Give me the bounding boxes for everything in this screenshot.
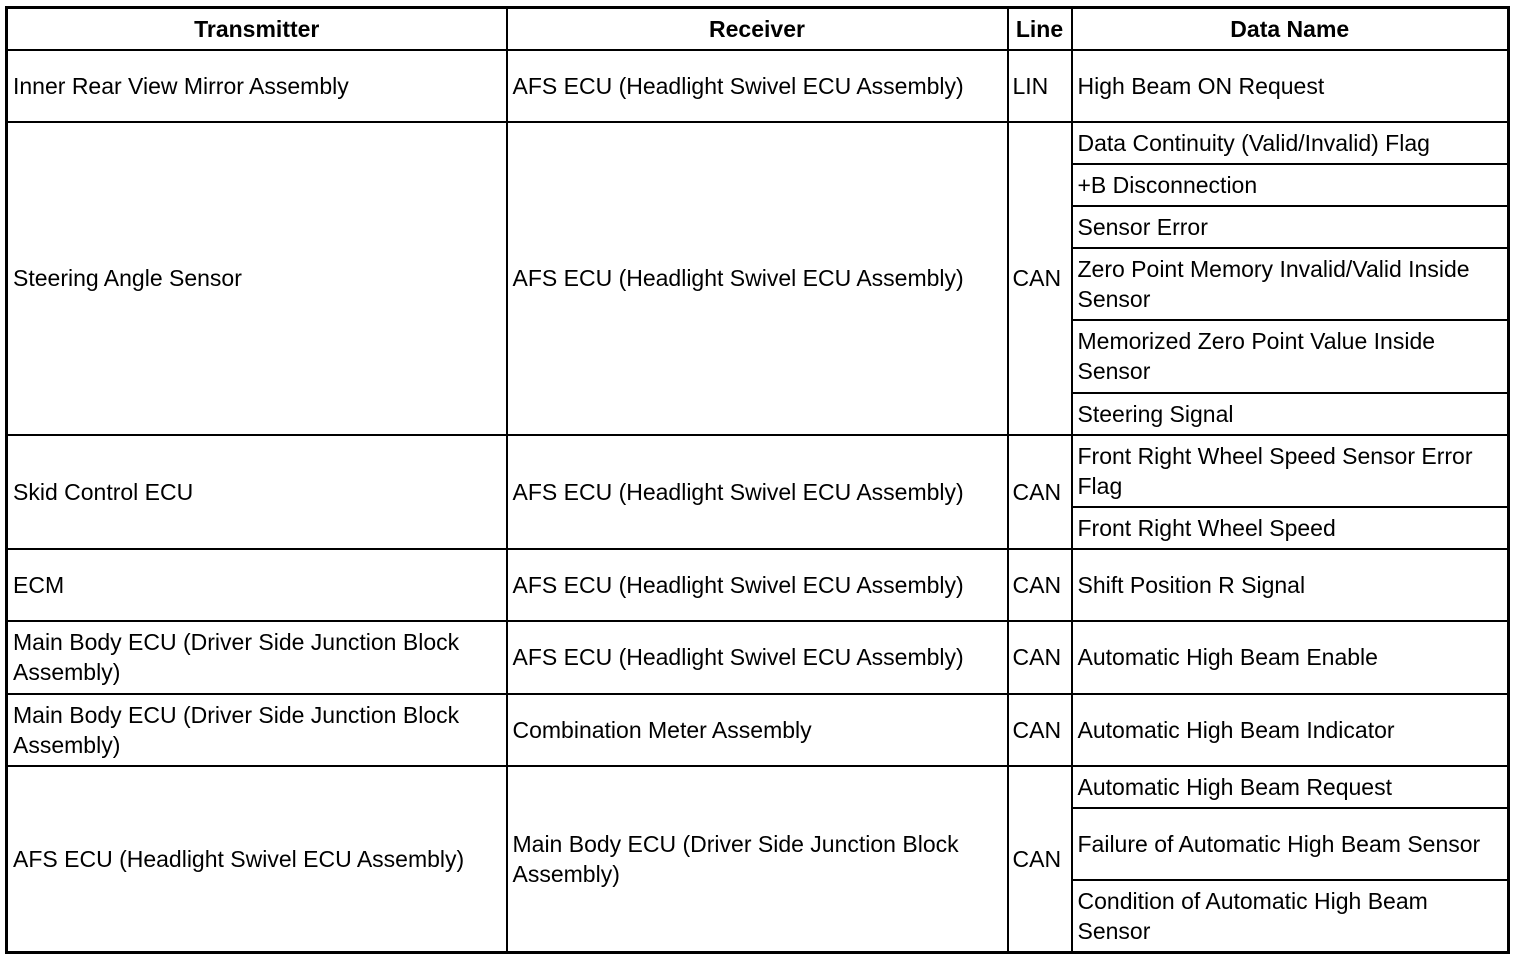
data-name-cell: Sensor Error — [1072, 206, 1509, 248]
line-cell: CAN — [1008, 435, 1072, 549]
header-receiver: Receiver — [507, 8, 1008, 50]
line-cell: CAN — [1008, 549, 1072, 621]
data-name-cell: Automatic High Beam Indicator — [1072, 694, 1509, 766]
data-name-cell: +B Disconnection — [1072, 164, 1509, 206]
receiver-cell: AFS ECU (Headlight Swivel ECU Assembly) — [507, 122, 1008, 435]
table-row — [7, 435, 1509, 507]
line-cell: CAN — [1008, 694, 1072, 766]
data-name-cell: Zero Point Memory Invalid/Valid Inside Sensor — [1072, 248, 1509, 320]
transmitter-cell: AFS ECU (Headlight Swivel ECU Assembly) — [7, 766, 507, 953]
table-row — [7, 122, 1509, 164]
data-name-cell: Steering Signal — [1072, 393, 1509, 435]
table-row — [7, 766, 1509, 808]
receiver-cell: AFS ECU (Headlight Swivel ECU Assembly) — [507, 50, 1008, 122]
data-name-cell: Data Continuity (Valid/Invalid) Flag — [1072, 122, 1509, 164]
data-name-cell: Front Right Wheel Speed — [1072, 507, 1509, 549]
data-name-cell: Front Right Wheel Speed Sensor Error Flag — [1072, 435, 1509, 507]
data-name-cell: High Beam ON Request — [1072, 50, 1509, 122]
table-row — [7, 694, 1509, 766]
table-row — [7, 621, 1509, 693]
table-row — [7, 50, 1509, 122]
receiver-cell: Combination Meter Assembly — [507, 694, 1008, 766]
line-cell: LIN — [1008, 50, 1072, 122]
data-name-cell: Automatic High Beam Enable — [1072, 621, 1509, 693]
header-data-name: Data Name — [1072, 8, 1509, 50]
header-line: Line — [1008, 8, 1072, 50]
receiver-cell: Main Body ECU (Driver Side Junction Block Assembly) — [507, 766, 1008, 953]
header-row — [7, 8, 1509, 50]
data-name-cell: Condition of Automatic High Beam Sensor — [1072, 880, 1509, 952]
transmitter-cell: Skid Control ECU — [7, 435, 507, 549]
transmitter-cell: Main Body ECU (Driver Side Junction Block Assembly) — [7, 621, 507, 693]
data-name-cell: Shift Position R Signal — [1072, 549, 1509, 621]
line-cell: CAN — [1008, 766, 1072, 953]
receiver-cell: AFS ECU (Headlight Swivel ECU Assembly) — [507, 621, 1008, 693]
line-cell: CAN — [1008, 122, 1072, 435]
receiver-cell: AFS ECU (Headlight Swivel ECU Assembly) — [507, 435, 1008, 549]
transmitter-cell: Steering Angle Sensor — [7, 122, 507, 435]
transmitter-cell: ECM — [7, 549, 507, 621]
communication-table — [5, 6, 1510, 954]
data-name-cell: Automatic High Beam Request — [1072, 766, 1509, 808]
transmitter-cell: Inner Rear View Mirror Assembly — [7, 50, 507, 122]
data-name-cell: Failure of Automatic High Beam Sensor — [1072, 808, 1509, 880]
header-transmitter: Transmitter — [7, 8, 507, 50]
table-row — [7, 549, 1509, 621]
transmitter-cell: Main Body ECU (Driver Side Junction Block Assembly) — [7, 694, 507, 766]
data-name-cell: Memorized Zero Point Value Inside Sensor — [1072, 320, 1509, 392]
line-cell: CAN — [1008, 621, 1072, 693]
receiver-cell: AFS ECU (Headlight Swivel ECU Assembly) — [507, 549, 1008, 621]
